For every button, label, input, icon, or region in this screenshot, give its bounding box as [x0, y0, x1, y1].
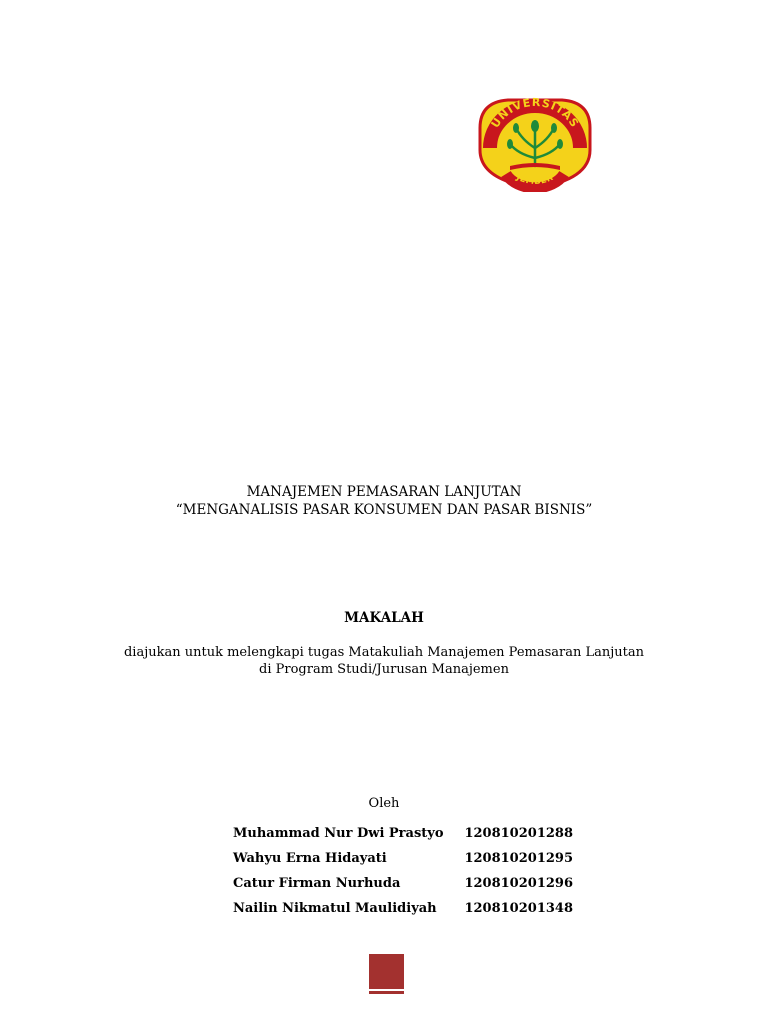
- author-nim: 120810201288: [464, 826, 573, 841]
- author-row: [233, 896, 573, 921]
- author-name: Nailin Nikmatul Maulidiyah: [233, 901, 437, 916]
- page-marker-block: [369, 954, 404, 989]
- document-title: [0, 483, 768, 519]
- author-name: Muhammad Nur Dwi Prastyo: [233, 826, 444, 841]
- by-label: Oleh: [368, 796, 400, 811]
- university-jember-emblem-icon: [466, 88, 604, 192]
- author-name: Wahyu Erna Hidayati: [233, 851, 387, 866]
- author-nim: 120810201295: [464, 851, 573, 866]
- svg-text:JEMBER: JEMBER: [514, 172, 556, 188]
- paper-title: “MENGANALISIS PASAR KONSUMEN DAN PASAR BISNIS”: [175, 502, 593, 518]
- purpose-line-2: di Program Studi/Jurusan Manajemen: [259, 662, 509, 677]
- purpose-statement: [0, 644, 768, 678]
- author-nim: 120810201348: [464, 901, 573, 916]
- course-title: MANAJEMEN PEMASARAN LANJUTAN: [246, 484, 522, 500]
- author-row: [233, 871, 573, 896]
- author-row: [233, 846, 573, 871]
- author-name: Catur Firman Nurhuda: [233, 876, 401, 891]
- university-logo: [466, 88, 604, 192]
- author-nim: 120810201296: [464, 876, 573, 891]
- svg-text:UNIVERSITAS: UNIVERSITAS: [488, 95, 582, 131]
- document-type: MAKALAH: [344, 610, 424, 626]
- purpose-line-1: diajukan untuk melengkapi tugas Matakuliah Manajemen Pemasaran Lanjutan: [123, 645, 645, 660]
- author-row: [233, 821, 573, 846]
- author-list: [233, 821, 573, 921]
- page-marker-underline: [369, 991, 404, 994]
